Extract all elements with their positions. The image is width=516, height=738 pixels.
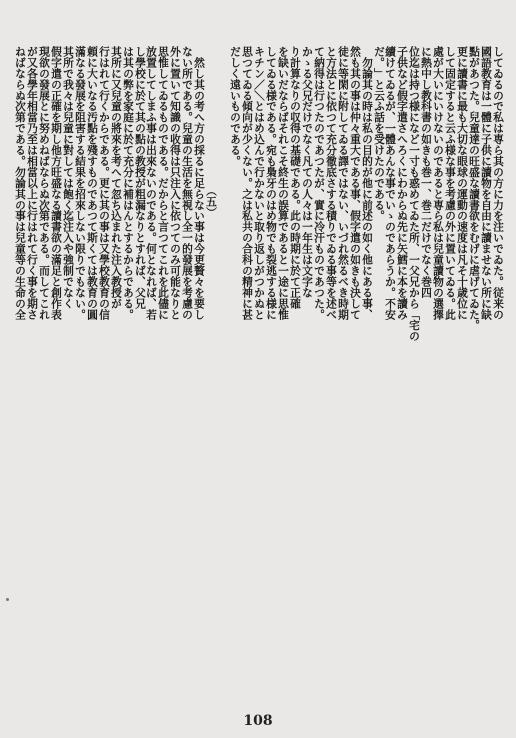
text-line: 思惟してゐるものである。だからと言つてこれを此儘に bbox=[156, 46, 170, 320]
text-line: 子供など假字遣さへろくにわからぬ先に矢鱈に本を讀み bbox=[395, 46, 409, 320]
text-line: 其所で我々は兒童に對しては飽く迄注入や強制でなく bbox=[61, 46, 75, 309]
text-line: り計算なりの収得の基礎である。此の時期に於て正確 bbox=[288, 46, 302, 309]
text-line: だしく遠いものである。 bbox=[228, 46, 242, 167]
text-line: 點があつた。兒童達の旺盛な讀書欲をむげに虐げてゐた。 bbox=[467, 46, 481, 331]
text-line: 其所に又兒童の將來を考へて忽ち込まれた注入教授が bbox=[109, 46, 123, 309]
text-line: 續けてゐるが、一體あんな事でいゝのであらうか。不安 bbox=[383, 46, 397, 320]
text-line: してゐるので私は専ら其の方に力を注いでゐた。従来の bbox=[491, 46, 505, 320]
text-line: 放置してしまふ事は出來ないのである。何となれば、若 bbox=[144, 46, 158, 320]
text-line: て納得は行つたのであつたが、實に冷汗ものであつた。 bbox=[312, 46, 326, 320]
text-line: に熱中し教科書の如きも巻一、巻二だけでなく巻四 bbox=[419, 46, 433, 298]
text-line: だ。」と云ふ話を受けたのである。 bbox=[372, 46, 386, 222]
text-line: 勿論其の時は私の目的が他に前述の如く他にある事、 bbox=[360, 46, 374, 320]
text-line: 然も其の事は仲々重大である事、假字遣の如きも決して bbox=[348, 46, 362, 320]
text-line: し學校に於て其の點の教授が粗漏なりとすれば、父兄 bbox=[133, 46, 147, 309]
text-line: が又各學年相當乃至は相當以上に行はれて行く事を期さ bbox=[25, 46, 39, 320]
text-line: 更に讀書に最も大切な眼球の運動の速度は凡そ十歳位に bbox=[455, 46, 469, 320]
text-line: してゐる様である。宛も梟牙のはめ物でも裂逃する様に bbox=[264, 46, 278, 320]
text-line: 國語教育は一體に子供に讀物を自由に讀ませない所に缺 bbox=[479, 46, 493, 320]
text-line: かゝる父兄だけでなく凡ての人々は一年生は文字な bbox=[300, 46, 314, 298]
page-number: 108 bbox=[243, 713, 273, 729]
text-line: 行はれて行くからである。更に其の事は又學校教育の信 bbox=[97, 46, 111, 320]
text-line: 外に置いて知識の收得は只注入に依つてのみ可能なりと bbox=[168, 46, 182, 320]
scan-speck bbox=[6, 598, 9, 601]
text-line: ない所である。兒童の生活を無視し全一的發展を考慮の bbox=[180, 46, 194, 320]
text-line: を缺いだならばそれこそ終生の誤算であると一途に思惟 bbox=[276, 46, 290, 320]
text-line: 頼に大いなる汚點を殘すものであつて斯くては教育の圓 bbox=[85, 46, 99, 320]
section-heading: （五） bbox=[204, 185, 218, 218]
text-line: 位迄は持つ様になど一寸も惑めてゐた所、一父兄から「宅の bbox=[407, 46, 421, 342]
text-line: 處が大いにいけないのであると専ら私は兒童讀物の選擇 bbox=[431, 46, 445, 320]
text-line: ねばならぬ次第である。勿論其の事は兒童等の生命の全 bbox=[13, 46, 27, 320]
text-line: は其の弊を家庭に於て充分に補はんとするからである。 bbox=[121, 46, 135, 320]
text-line: 徒に等閑に附してゐる譯ではない、いづれ然るべき時期 bbox=[336, 46, 350, 320]
text-line: 然し其の考へ方の採るに足らない事は今更贅々を要し bbox=[192, 46, 206, 320]
text-line: と方法とに依つて充分徹底さする積りでゐる事等を述べ bbox=[324, 46, 338, 320]
text-line: 思つてゐる傾向が少くない。之は私共の合科の精神に甚 bbox=[240, 46, 254, 320]
text-line: 滿なる發展を阻害する結果を招來しない限りでもない。 bbox=[73, 46, 87, 320]
text-line: キチン／＼とはめ込んで行かないと取り返しがつかぬと bbox=[252, 46, 266, 320]
text-line: 假字遣の正確を期し他方旺盛なる讀書欲の滿足と創作表 bbox=[49, 46, 63, 320]
text-line: 現欲の發展とに努めねばならぬ次第である。而してこれ bbox=[37, 46, 51, 320]
text-line: して固定すると云ふ様な事を考慮の外に置いてゐる。此 bbox=[443, 46, 457, 320]
